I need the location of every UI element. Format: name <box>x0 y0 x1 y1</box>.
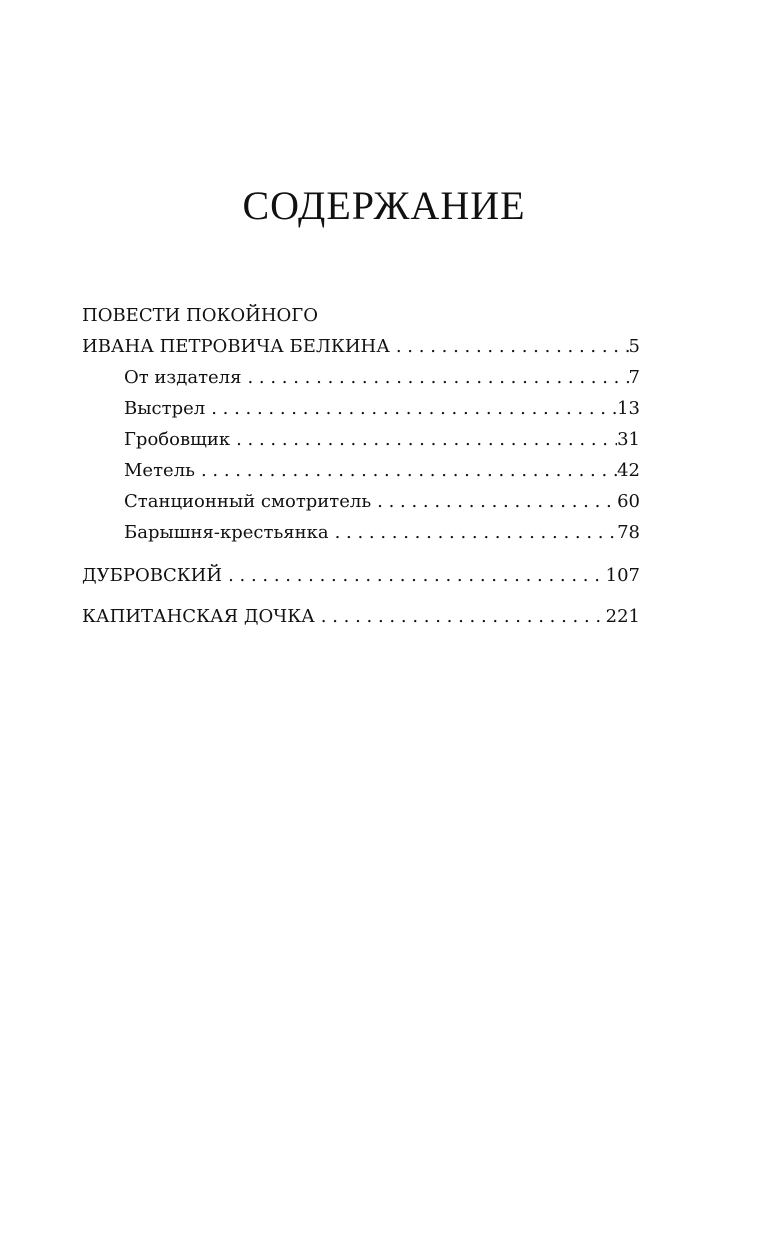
toc-entry-kapitanskaya-dochka[interactable] <box>82 601 640 632</box>
toc-page-number: 31 <box>617 429 640 450</box>
toc-entry-ot-izdatelya[interactable] <box>82 362 640 393</box>
dot-leader <box>205 393 617 424</box>
page-title: СОДЕРЖАНИЕ <box>242 183 526 228</box>
dot-leader <box>315 601 606 632</box>
dot-leader <box>195 455 617 486</box>
toc-entry-part1-title <box>82 300 640 331</box>
dot-leader <box>222 560 606 591</box>
toc-page-number: 221 <box>605 606 640 627</box>
toc-page-number: 78 <box>617 522 640 543</box>
dot-leader <box>371 486 617 517</box>
dot-leader <box>230 424 617 455</box>
toc-page-number: 60 <box>617 491 640 512</box>
toc-entry-label: Барышня-крестьянка <box>124 522 329 543</box>
toc-entry-vystrel[interactable] <box>82 393 640 424</box>
toc-entry-grobovshchik[interactable] <box>82 424 640 455</box>
toc-page-number: 42 <box>617 460 640 481</box>
table-of-contents <box>82 300 640 632</box>
toc-entry-part1[interactable] <box>82 331 640 362</box>
toc-entry-label: От издателя <box>124 367 242 388</box>
dot-leader <box>329 517 618 548</box>
toc-page-number: 7 <box>628 367 640 388</box>
toc-entry-dubrovsky[interactable] <box>82 560 640 591</box>
toc-entry-label: Выстрел <box>124 398 206 419</box>
toc-entry-label: Гробовщик <box>124 429 231 450</box>
toc-entry-label: Метель <box>124 460 195 481</box>
dot-leader <box>241 362 628 393</box>
toc-page-number: 107 <box>605 565 640 586</box>
toc-page-number: 13 <box>617 398 640 419</box>
toc-entry-label: ПОВЕСТИ ПОКОЙНОГО <box>82 305 318 326</box>
toc-entry-metel[interactable] <box>82 455 640 486</box>
toc-entry-stantsionny-smotritel[interactable] <box>82 486 640 517</box>
toc-entry-label: ДУБРОВСКИЙ <box>82 565 223 586</box>
toc-entry-label: КАПИТАНСКАЯ ДОЧКА <box>82 606 315 627</box>
toc-entry-label: Станционный смотритель <box>124 491 372 512</box>
toc-entry-baryshnya-krestyanka[interactable] <box>82 517 640 548</box>
toc-page-number: 5 <box>628 336 640 357</box>
toc-entry-label: ИВАНА ПЕТРОВИЧА БЕЛКИНА <box>82 336 390 357</box>
dot-leader <box>390 331 629 362</box>
